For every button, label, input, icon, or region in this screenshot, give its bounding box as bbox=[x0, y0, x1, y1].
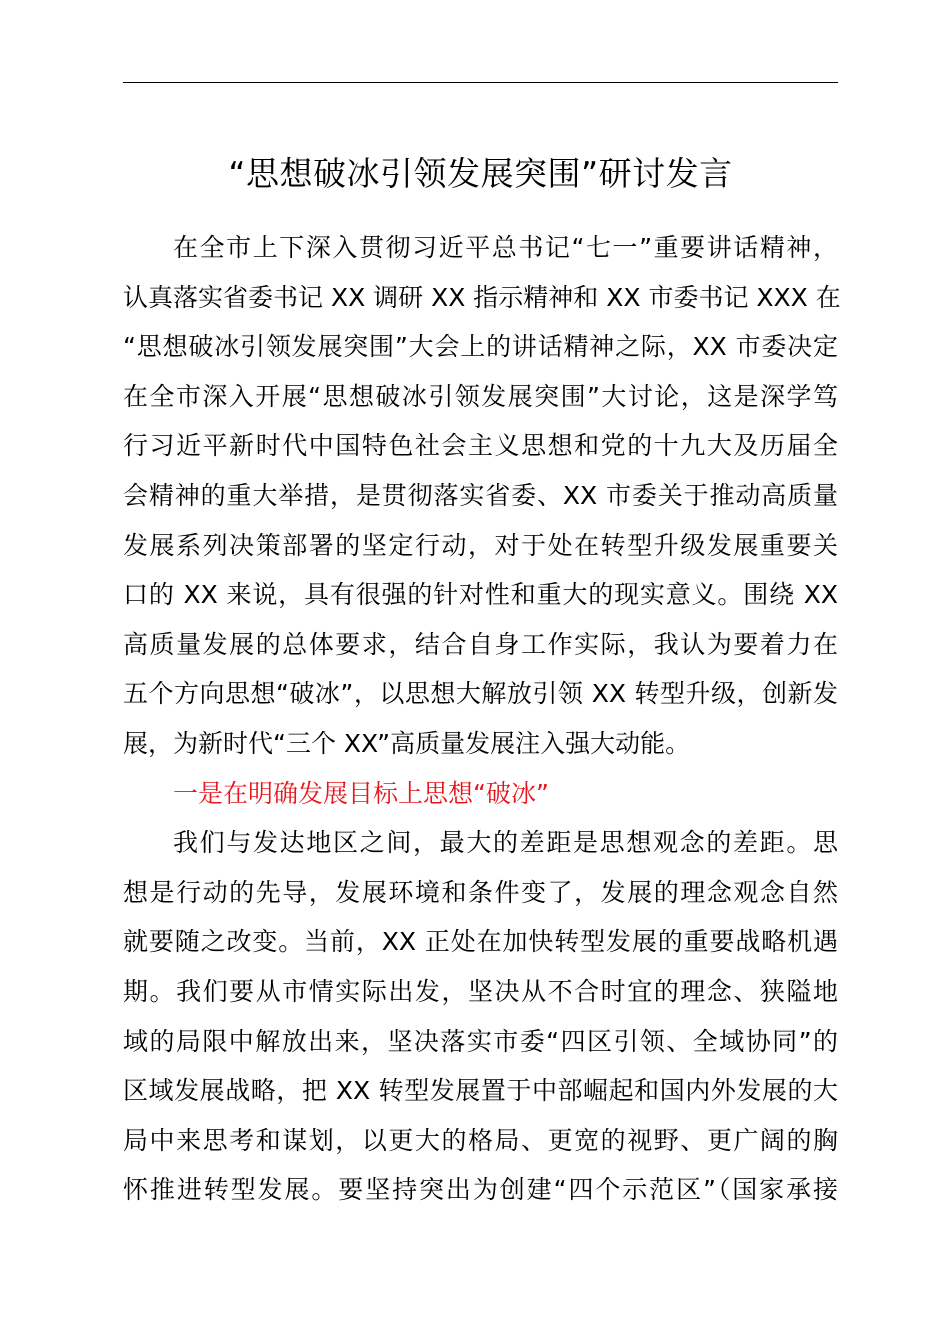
text-line: 期。我们要从市情实际出发，坚决从不合时宜的理念、狭隘地 bbox=[123, 976, 838, 1006]
text-line: “思想破冰引领发展突围”大会上的讲话精神之际，XX 市委决定 bbox=[123, 332, 838, 362]
text-line: 认真落实省委书记 XX 调研 XX 指示精神和 XX 市委书记 XXX 在 bbox=[123, 282, 841, 312]
text-line: 会精神的重大举措，是贯彻落实省委、XX 市委关于推动高质量 bbox=[123, 480, 838, 510]
text-line: 我们与发达地区之间，最大的差距是思想观念的差距。思 bbox=[173, 828, 838, 858]
paragraph-section-1 bbox=[123, 818, 838, 1215]
text-line: 展，为新时代“三个 XX”高质量发展注入强大动能。 bbox=[123, 728, 691, 758]
text-line: 行习近平新时代中国特色社会主义思想和党的十九大及历届全 bbox=[123, 431, 838, 461]
text-line: 域的局限中解放出来，坚决落实市委“四区引领、全域协同”的 bbox=[123, 1026, 838, 1056]
header-rule bbox=[123, 82, 838, 83]
text-line: 五个方向思想“破冰”，以思想大解放引领 XX 转型升级，创新发 bbox=[123, 679, 838, 709]
text-line: 区域发展战略，把 XX 转型发展置于中部崛起和国内外发展的大 bbox=[123, 1076, 838, 1106]
text-line: 想是行动的先导，发展环境和条件变了，发展的理念观念自然 bbox=[123, 877, 838, 907]
text-line: 高质量发展的总体要求，结合自身工作实际，我认为要着力在 bbox=[123, 629, 838, 659]
document-body bbox=[123, 223, 841, 1215]
text-line: 发展系列决策部署的坚定行动，对于处在转型升级发展重要关 bbox=[123, 530, 838, 560]
text-line: 在全市深入开展“思想破冰引领发展突围”大讨论，这是深学笃 bbox=[123, 381, 838, 411]
text-line: 口的 XX 来说，具有很强的针对性和重大的现实意义。围绕 XX bbox=[123, 580, 838, 610]
paragraph-intro bbox=[123, 223, 841, 769]
text-line: 怀推进转型发展。要坚持突出为创建“四个示范区”（国家承接 bbox=[123, 1175, 838, 1205]
text-line: 局中来思考和谋划，以更大的格局、更宽的视野、更广阔的胸 bbox=[123, 1125, 838, 1155]
text-line: 就要随之改变。当前，XX 正处在加快转型发展的重要战略机遇 bbox=[123, 927, 838, 957]
text-line: 在全市上下深入贯彻习近平总书记“七一”重要讲话精神， bbox=[173, 233, 838, 262]
document-title: “思想破冰引领发展突围”研讨发言 bbox=[228, 154, 733, 193]
section-heading: 一是在明确发展目标上思想“破冰” bbox=[173, 778, 549, 808]
